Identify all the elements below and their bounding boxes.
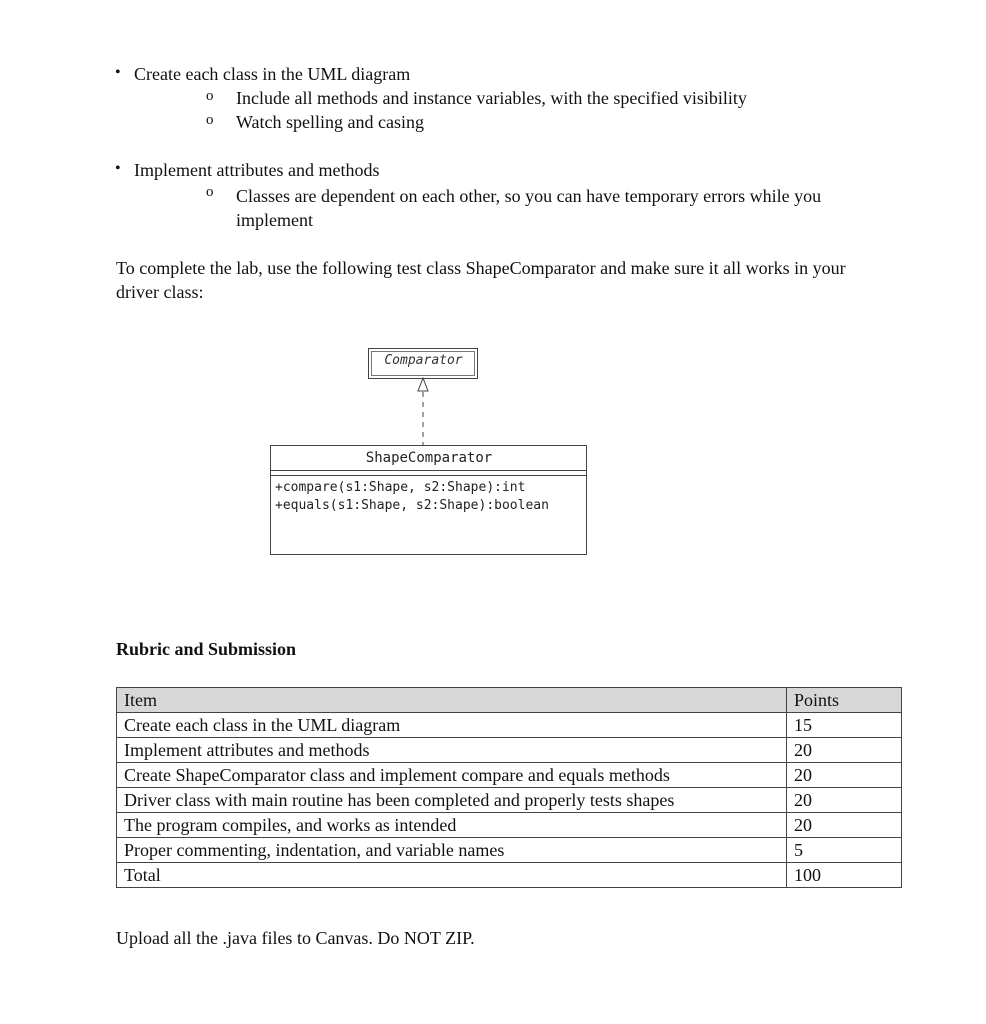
sub-bullet-icon: o <box>206 88 214 104</box>
rubric-points: 20 <box>787 738 902 763</box>
bullet-text: Implement attributes and methods <box>134 160 380 180</box>
class-method: +compare(s1:Shape, s2:Shape):int <box>275 480 526 495</box>
sub-bullet-text: Watch spelling and casing <box>236 112 424 132</box>
table-row <box>117 738 902 763</box>
bullet-text: Create each class in the UML diagram <box>134 64 411 84</box>
rubric-item: Total <box>117 863 787 888</box>
rubric-item: Create each class in the UML diagram <box>117 713 787 738</box>
rubric-item: Driver class with main routine has been completed and properly tests shapes <box>117 788 787 813</box>
sub-bullet-text: Classes are dependent on each other, so you can have temporary errors while you implement <box>236 186 822 230</box>
rubric-points: 15 <box>787 713 902 738</box>
sub-bullet-text: Include all methods and instance variables, with the specified visibility <box>236 88 747 108</box>
table-row <box>117 788 902 813</box>
table-row-total <box>117 863 902 888</box>
class-name: ShapeComparator <box>365 450 493 466</box>
table-row <box>117 713 902 738</box>
rubric-points: 20 <box>787 763 902 788</box>
table-header-row <box>117 688 902 713</box>
bullet-icon: • <box>115 160 121 177</box>
interface-name: Comparator <box>384 353 463 368</box>
rubric-heading: Rubric and Submission <box>116 639 297 659</box>
header-item: Item <box>117 688 787 713</box>
rubric-item: Implement attributes and methods <box>117 738 787 763</box>
sub-bullet-icon: o <box>206 184 214 200</box>
rubric-table <box>116 687 902 888</box>
uml-diagram <box>260 340 600 560</box>
table-row <box>117 838 902 863</box>
sub-bullet-icon: o <box>206 112 214 128</box>
class-method: +equals(s1:Shape, s2:Shape):boolean <box>275 498 549 513</box>
rubric-item: The program compiles, and works as intended <box>117 813 787 838</box>
header-points: Points <box>787 688 902 713</box>
submission-note: Upload all the .java files to Canvas. Do NOT ZIP. <box>116 928 475 948</box>
bullet-icon: • <box>115 64 121 81</box>
intro-paragraph: To complete the lab, use the following test class ShapeComparator and make sure it all works in your driver class: <box>116 258 846 302</box>
table-row <box>117 813 902 838</box>
rubric-points: 20 <box>787 788 902 813</box>
rubric-item: Proper commenting, indentation, and variable names <box>117 838 787 863</box>
realization-arrow-icon <box>418 378 428 391</box>
rubric-points: 5 <box>787 838 902 863</box>
table-row <box>117 763 902 788</box>
rubric-item: Create ShapeComparator class and implement compare and equals methods <box>117 763 787 788</box>
rubric-points: 20 <box>787 813 902 838</box>
rubric-points: 100 <box>787 863 902 888</box>
